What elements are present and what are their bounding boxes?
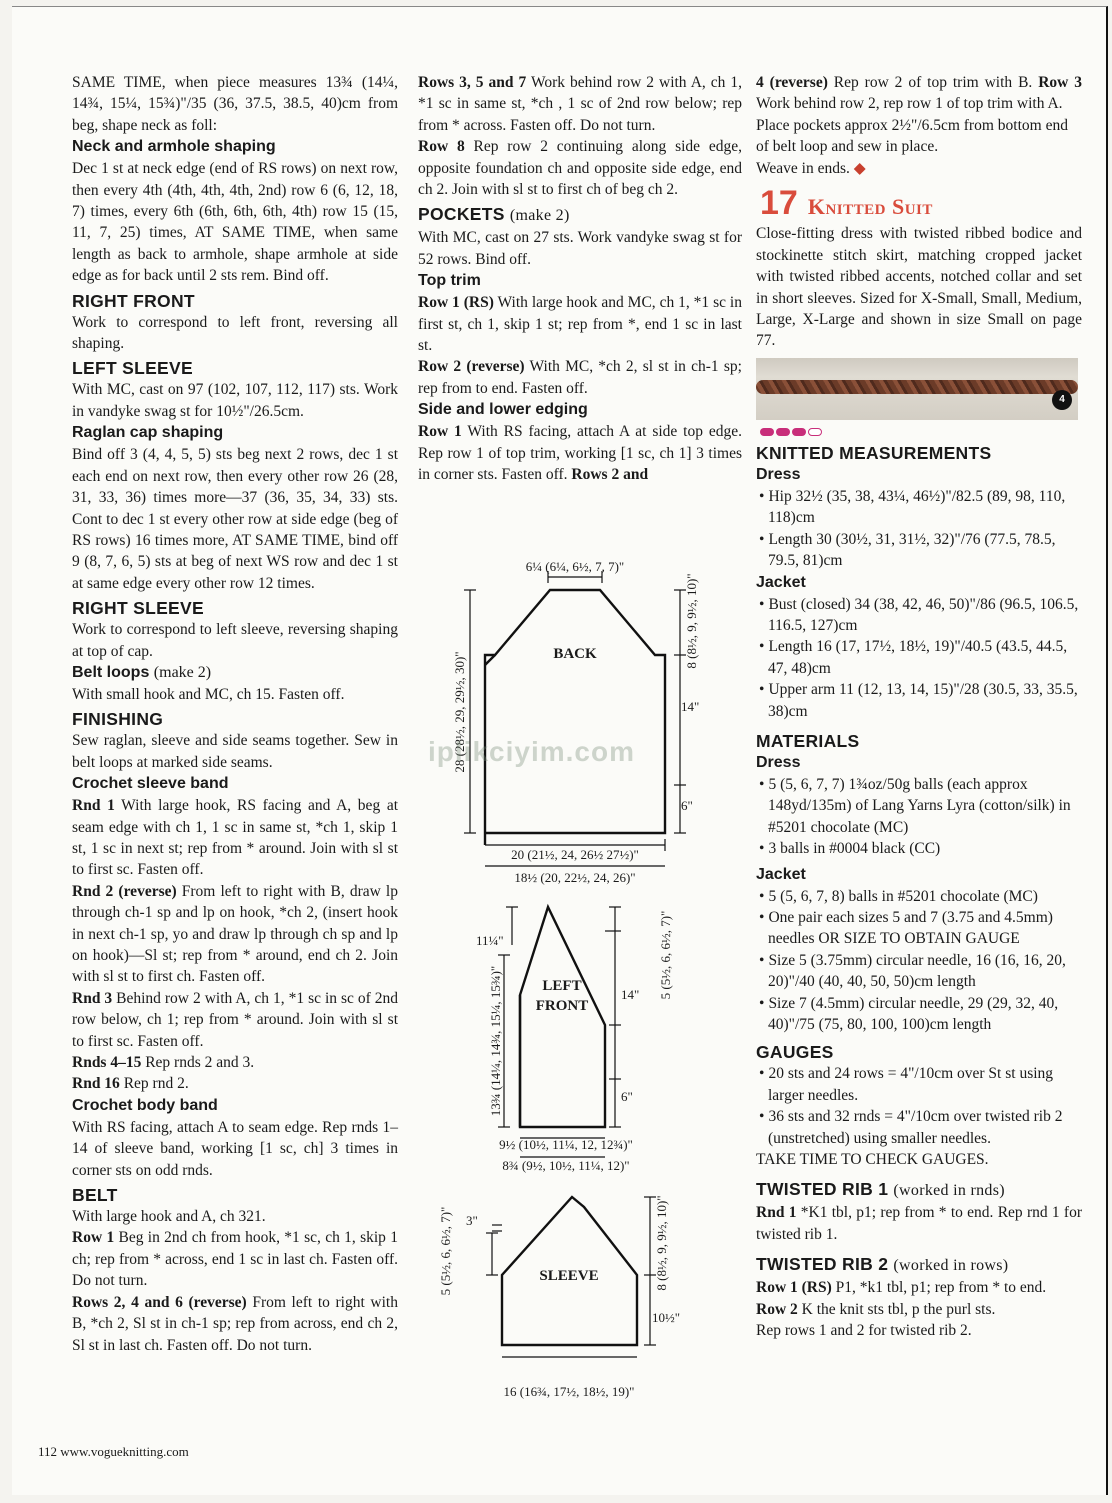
left-front-label-2: FRONT: [535, 998, 589, 1014]
list-item: • Length 16 (17, 17½, 18½, 19)"/40.5 (43.5, 44.5, 47, 48)cm: [756, 636, 1082, 679]
left-front-armhole: 5 (5½, 6, 6½, 7)": [658, 910, 673, 1000]
column-3: [756, 72, 1082, 1341]
skill-level-dot: [792, 428, 806, 436]
gauges-list: [756, 1063, 1082, 1149]
back-schematic: [440, 555, 720, 890]
back-width-1: 20 (21½, 24, 26½ 27½)": [511, 847, 639, 862]
page-footer: [38, 1444, 189, 1460]
paragraph: With large hook and A, ch 321.: [72, 1208, 266, 1226]
instruction-rnd1: Rnd 1 With large hook, RS facing and A, beg at seam edge with ch 1, 1 sc in same st, *ch 1, skip 1 st, 1 sc in next st; rep from * around. Join with sl st to first sc. Fasten off.: [72, 797, 399, 879]
dress-measurements-list: [756, 486, 1082, 572]
list-item: • Upper arm 11 (12, 13, 14, 15)"/28 (30.5, 33, 35.5, 38)cm: [756, 679, 1082, 722]
heading-gauges: GAUGES: [756, 1042, 834, 1063]
end-diamond-icon: ◆: [853, 159, 866, 177]
instruction-rnd2: Rnd 2 (reverse) From left to right with B, draw lp through ch-1 sp and lp on hook, *ch 2, (insert hook in next ch-1 sp, yo and draw lp through ch sp and lp on hook)—Sl st; rep from * around, end ch 2. Join with sl st to first ch. Fasten off.: [72, 882, 398, 986]
instruction-tr1: Rnd 1 *K1 tbl, p1; rep from * to end. Rep rnd 1 for twisted rib 1.: [756, 1204, 1082, 1243]
back-top-width: 6¼ (6¼, 6½, 7, 7)": [525, 559, 625, 574]
left-front-width-2: 8¾ (9½, 10½, 11¼, 12)": [502, 1158, 630, 1173]
heading-left-sleeve: LEFT SLEEVE: [72, 358, 193, 379]
list-item: • Size 7 (4.5mm) circular needle, 29 (29, 32, 40, 40)"/75 (75, 80, 100, 100)cm length: [756, 993, 1082, 1036]
sleeve-label: SLEEVE: [539, 1268, 599, 1284]
paragraph: Sew raglan, sleeve and side seams together. Sew in belt loops at marked side seams.: [72, 732, 398, 771]
back-label: BACK: [553, 646, 597, 662]
paragraph: Work to correspond to left sleeve, reversing shaping at top of cap.: [72, 621, 398, 660]
skill-level-indicator: [760, 428, 1082, 436]
back-width-2: 18½ (20, 22½, 24, 26)": [514, 870, 636, 885]
instruction-rows-2-4-6: Rows 2, 4 and 6 (reverse) From left to right with B, *ch 2, Sl st in ch-1 sp; rep from across, end ch 2, Sl st in last ch. Fasten off. Do not turn.: [72, 1293, 398, 1354]
heading-jacket: Jacket: [756, 573, 806, 591]
heading-dress: Dress: [756, 465, 801, 483]
heading-materials-dress: Dress: [756, 753, 801, 771]
skill-level-dot: [760, 428, 774, 436]
paragraph: With RS facing, attach A to seam edge. Rep rnds 1–14 of sleeve band, working [1 sc, ch] 3 times in corner sts on odd rnds.: [72, 1118, 398, 1179]
sleeve-schematic: [432, 1185, 712, 1400]
instruction-tr2-row1: Row 1 (RS) P1, *k1 tbl, p1; rep from * to end.: [756, 1279, 1047, 1297]
left-front-lower: 6": [621, 1089, 633, 1104]
paragraph: With small hook and MC, ch 15. Fasten off.: [72, 685, 345, 703]
instruction-se-row1: Row 1 With RS facing, attach A at side top edge. Rep row 1 of top trim, working [1 sc, ch 1] 3 times in corner sts. Fasten off. Rows 2 and: [418, 423, 743, 484]
instruction-tt-row2: Row 2 (reverse) With MC, *ch 2, sl st in ch-1 sp; rep from to end. Fasten off.: [418, 358, 742, 397]
list-item: • Hip 32½ (35, 38, 43¼, 46½)"/82.5 (89, 98, 110, 118)cm: [756, 486, 1082, 529]
materials-jacket-list: [756, 886, 1082, 1036]
list-item: • 5 (5, 6, 7, 7) 1¾oz/50g balls (each approx 148yd/135m) of Lang Yarns Lyra (cotton/silk) in #5201 chocolate (MC): [756, 774, 1082, 838]
heading-right-sleeve: RIGHT SLEEVE: [72, 598, 204, 619]
left-front-neck: 11¼": [476, 933, 504, 948]
instruction-rnd16: Rnd 16 Rep rnd 2.: [72, 1075, 189, 1093]
heading-crochet-body-band: Crochet body band: [72, 1096, 218, 1114]
heading-materials: MATERIALS: [756, 730, 860, 751]
left-front-label: LEFT: [542, 978, 582, 994]
heading-belt-loops: Belt loops (make 2): [72, 663, 212, 681]
heading-top-trim: Top trim: [418, 272, 481, 290]
heading-raglan: Raglan cap shaping: [72, 424, 224, 442]
heading-right-front: RIGHT FRONT: [72, 290, 195, 311]
paragraph: Bind off 3 (4, 4, 5, 5) sts beg next 2 rows, dec 1 st each end on next row, then every other row 26 (28, 31, 33, 36) times more—37 (36, 35, 34, 33) sts. Cont to dec 1 st every other row at side edge (beg of RS rows) 16 times more, AT SAME TIME, bind off 9 (8, 7, 6, 5) sts at beg of next WS row and dec 1 st at same edge every other row 12 times.: [72, 446, 398, 592]
sleeve-cap-left: 5 (5½, 6, 6½, 7)": [438, 1206, 453, 1296]
list-item: • Bust (closed) 34 (38, 42, 46, 50)"/86 (96.5, 106.5, 116.5, 127)cm: [756, 594, 1082, 637]
instruction-rnds4-15: Rnds 4–15 Rep rnds 2 and 3.: [72, 1054, 255, 1072]
list-item: • Length 30 (30½, 31, 31½, 32)"/76 (77.5, 78.5, 79.5, 81)cm: [756, 529, 1082, 572]
instruction-rows-3-5-7: Rows 3, 5 and 7 Work behind row 2 with A, ch 1, *1 sc in same st, *ch , 1 sc of 2nd row below; rep from * across. Fasten off. Do not turn.: [418, 74, 742, 134]
instruction-tt-row1: Row 1 (RS) With large hook and MC, ch 1, *1 sc in first st, ch 1, skip 1 st; rep from *, end 1 sc in last st.: [418, 294, 742, 355]
instruction-rows2-4: 4 (reverse) Rep row 2 of top trim with B. Row 3 Work behind row 2, rep row 1 of top trim with A.: [756, 74, 1082, 113]
skill-level-dot: [776, 428, 790, 436]
yarn-weight-icon: 4: [1052, 390, 1072, 410]
sleeve-cap-right: 8 (8½, 9, 9½, 10)": [654, 1195, 669, 1291]
paragraph: Rep rows 1 and 2 for twisted rib 2.: [756, 1322, 972, 1340]
list-item: • 36 sts and 32 rnds = 4"/10cm over twisted rib 2 (unstretched) using smaller needles.: [756, 1106, 1082, 1149]
paragraph: With MC, cast on 97 (102, 107, 112, 117) sts. Work in vandyke swag st for 10½"/26.5cm.: [72, 381, 398, 420]
back-armhole: 8 (8½, 9, 9½, 10)": [684, 573, 699, 669]
list-item: • Size 5 (3.75mm) circular needle, 16 (16, 16, 20, 20)"/40 (40, 40, 50, 50)cm length: [756, 950, 1082, 993]
skill-level-dot: [808, 428, 822, 436]
heading-knitted-measurements: KNITTED MEASUREMENTS: [756, 442, 992, 463]
materials-dress-list: [756, 774, 1082, 860]
heading-twisted-rib-2: TWISTED RIB 2 (worked in rows): [756, 1254, 1009, 1275]
instruction-tr2-row2: Row 2 K the knit sts tbl, p the purl sts.: [756, 1300, 996, 1318]
project-number: 17: [760, 184, 798, 223]
heading-neck-armhole: Neck and armhole shaping: [72, 138, 276, 156]
project-intro: Close-fitting dress with twisted ribbed bodice and stockinette stitch skirt, matching cropped jacket with twisted ribbed accents, notched collar and set in short sleeves. Sized for X-Small, Small, Medium, Large, X-Large and shown in size Small on page 77.: [756, 225, 1082, 350]
paragraph: Dec 1 st at neck edge (end of RS rows) on next row, then every 4th (4th, 4th, 4th, 2nd) row 6 (6, 12, 18, 7) times, every 6th (6th, 6th, 6th, 4th) row 15 (15, 11, 7, 25) times, AT SAME TIME, when same length as back to armhole, shape armhole at side edge as for back until 2 sts rem. Bind off.: [72, 160, 398, 285]
instruction-rnd3: Rnd 3 Behind row 2 with A, ch 1, *1 sc in sc of 2nd row below, ch 1; rep from * around. Join with sl st to first sc. Fasten off.: [72, 989, 399, 1050]
list-item: • 5 (5, 6, 7, 8) balls in #5201 chocolate (MC): [756, 886, 1082, 907]
left-front-side: 14": [621, 987, 640, 1002]
back-side: 14": [681, 699, 700, 714]
instruction-row8: Row 8 Rep row 2 continuing along side edge, opposite foundation ch and opposite side edge, end ch 2. Join with sl st to first ch of beg ch 2.: [418, 138, 742, 199]
left-front-width-1: 9½ (10½, 11¼, 12, 12¾)": [499, 1137, 633, 1152]
paragraph: TAKE TIME TO CHECK GAUGES.: [756, 1151, 989, 1169]
yarn-swatch-image: [756, 358, 1078, 420]
sleeve-width: 16 (16¾, 17½, 18½, 19)": [503, 1384, 635, 1399]
heading-materials-jacket: Jacket: [756, 865, 806, 883]
watermark: iplikciyim.com: [428, 736, 635, 767]
heading-side-lower-edging: Side and lower edging: [418, 401, 588, 419]
column-2: [418, 72, 742, 486]
heading-finishing: FINISHING: [72, 709, 164, 730]
heading-twisted-rib-1: TWISTED RIB 1 (worked in rnds): [756, 1179, 1005, 1200]
project-name: Knitted Suit: [807, 194, 933, 220]
paragraph: Place pockets approx 2½"/6.5cm from bottom end of belt loop and sew in place.: [756, 116, 1068, 156]
project-title: [760, 184, 1082, 223]
paragraph: With MC, cast on 27 sts. Work vandyke swag st for 52 rows. Bind off.: [418, 229, 742, 268]
sleeve-top: 3": [466, 1213, 478, 1228]
instruction-row1: Row 1 Beg in 2nd ch from hook, *1 sc, ch 1, skip 1 ch; rep from * across, end 1 sc in last ch. Fasten off. Do not turn.: [72, 1229, 398, 1290]
left-front-length: 13¾ (14¼, 14¾, 15¼, 15¾)": [488, 965, 503, 1117]
back-length: 28 (28½, 29, 29½, 30)": [452, 651, 467, 773]
page-number: 112: [38, 1444, 58, 1459]
paragraph: Weave in ends. ◆: [756, 159, 866, 177]
paragraph: SAME TIME, when piece measures 13¾ (14¼, 14¾, 15¼, 15¾)"/35 (36, 37.5, 38.5, 40)cm from beg, shape neck as foll:: [72, 74, 398, 134]
back-lower: 6": [681, 798, 693, 813]
list-item: • 20 sts and 24 rows = 4"/10cm over St st using larger needles.: [756, 1063, 1082, 1106]
column-1: [72, 72, 398, 1356]
heading-crochet-sleeve-band: Crochet sleeve band: [72, 775, 229, 793]
jacket-measurements-list: [756, 594, 1082, 722]
list-item: • One pair each sizes 5 and 7 (3.75 and 4.5mm) needles OR SIZE TO OBTAIN GAUGE: [756, 907, 1082, 950]
heading-belt: BELT: [72, 1185, 118, 1206]
heading-pockets: POCKETS (make 2): [418, 204, 570, 225]
website-link[interactable]: www.vogueknitting.com: [60, 1444, 189, 1459]
list-item: • 3 balls in #0004 black (CC): [756, 838, 1082, 859]
paragraph: Work to correspond to left front, reversing all shaping.: [72, 313, 398, 353]
left-front-schematic: [476, 895, 690, 1180]
sleeve-lower: 10½": [652, 1310, 681, 1325]
